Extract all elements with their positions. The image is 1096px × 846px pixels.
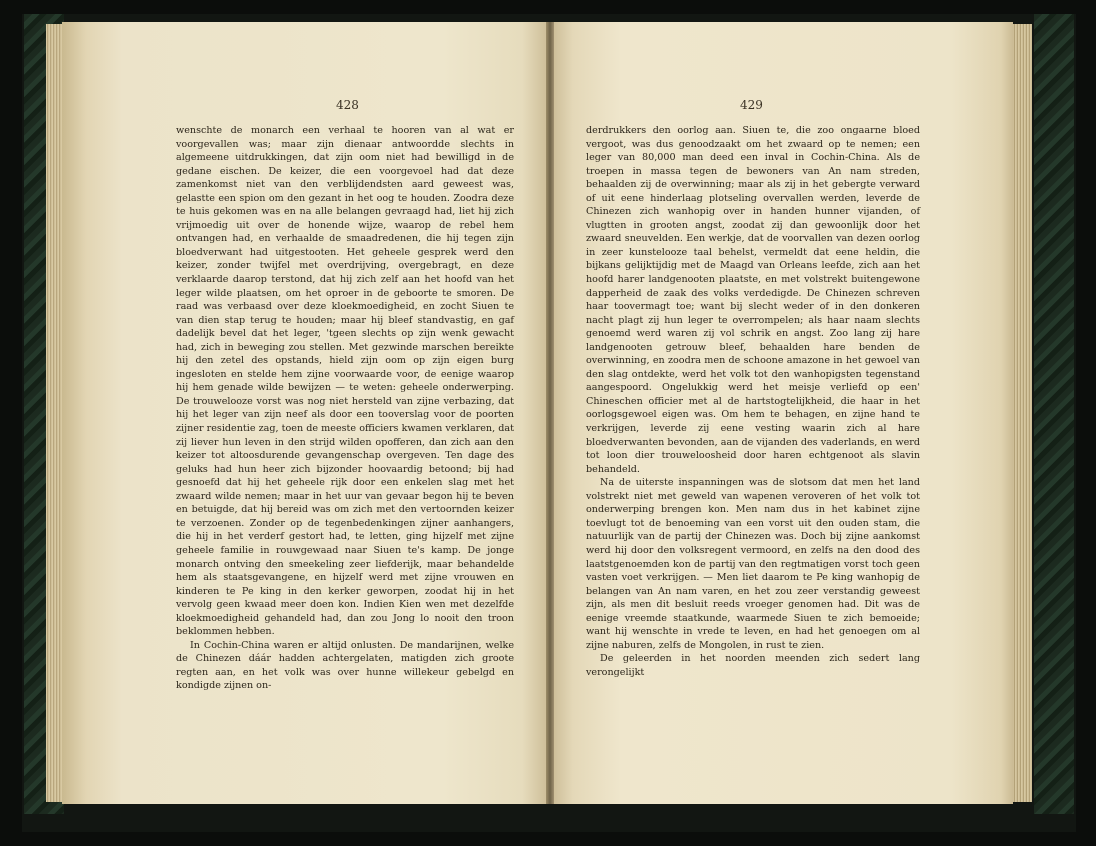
book-cover-right-edge [1034,14,1074,814]
left-paragraph-2: In Cochin-China waren er altijd onlusten. De mandarijnen, welke de Chinezen dáár hadden achtergelaten, matigden zich groote regten aan, en het volk was over hunne willekeur gebelgd en kondigde zijnen on- [176,639,514,692]
right-page-number: 429 [740,98,763,112]
book-gutter [546,22,554,804]
right-paragraph-1: derdrukkers den oorlog aan. Siuen te, die zoo ongaarne bloed vergoot, was dus genoodzaakt om het zwaard op te nemen; een leger van 80,000 man deed een inval in Cochin-China. Als de troepen in massa tegen de bewoners van An nam streden, behaalden zij de overwinning; maar als zij in het gebergte verward of uit eene hinderlaag plotseling overvallen werden, leverde de Chinezen zich wanhopig over in handen hunner vijanden, of vlugtten in grooten angst, zoodat zij dan gewoonlijk door het zwaard sneuvelden. Een werkje, dat de voorvallen van dezen oorlog in zeer kunstelooze taal behelst, vermeldt dat eene heldin, die bijkans gelijktijdig met de Maagd van Orleans leefde, zich aan het hoofd harer landgenooten plaatste, en met volstrekt buitengewone dapperheid de zaak des volks verdedigde. De Chinezen schreven haar toovermagt toe; want bij slecht weder of in den donkeren nacht plagt zij hun leger te overrompelen; als haar naam slechts genoemd werd waren zij vol schrik en angst. Zoo lang zij hare landgenooten getrouw bleef, behaalden hare benden de overwinning, en zoodra men de schoone amazone in het gewoel van den slag ontdekte, werd het volk tot den wanhopigsten tegenstand aangespoord. Ongelukkig werd het meisje verliefd op een' Chineschen officier met al de hartstogtelijkheid, die haar in het oorlogsgewoel eigen was. Om hem te behagen, en zijne hand te verkrijgen, leverde zij eene vesting waarin zich al hare bloedverwanten bevonden, aan de vijanden des vaderlands, en werd tot loon dier trouweloosheid door haren echtgenoot als slavin behandeld. [586,125,920,475]
right-page-text [586,124,920,679]
left-paragraph-1: wenschte de monarch een verhaal te hooren van al wat er voorgevallen was; maar zijn dienaar antwoordde slechts in algemeene uitdrukkingen, dat zijn oom niet had bewilligd in de gedane eischen. De keizer, die een voorgevoel had dat deze zamenkomst niet van den verblijdendsten aard geweest was, gelastte een spion om den gezant in het oog te houden. Zoodra deze te huis gekomen was en na alle belangen gevraagd had, liet hij zich vrijmoedig uit over de honende wijze, waarop de rebel hem ontvangen had, en verhaalde de smaadredenen, die hij tegen zijn bloedverwant had uitgestooten. Het geheele gesprek werd den keizer, zonder twijfel met overdrijving, overgebragt, en deze verklaarde daarop terstond, dat hij zich zelf aan het hoofd van het leger wilde plaatsen, om het oproer in de geboorte te smoren. De raad was verbaasd over deze kloekmoedigheid, en zocht Siuen te van dien stap terug te houden; maar hij bleef standvastig, en gaf dadelijk bevel dat het leger, 'tgeen slechts op zijn wenk gewacht had, zich in beweging zou stellen. Met gezwinde marschen bereikte hij den zetel des opstands, hield zijn oom op zijn eigen burg ingesloten en stelde hem zijne voorwaarde voor, de eenige waarop hij hem genade wilde bewijzen — te weten: geheele onderwerping. De trouwelooze vorst was nog niet hersteld van zijne verbazing, dat hij het leger van zijn neef als door een tooverslag voor de poorten zijner residentie zag, toen de meeste officiers kwamen verklaren, dat zij liever hun leven in den strijd wilden opofferen, dan zich aan den keizer tot altoosdurende gevangenschap overgeven. Ten dage des geluks had hun heer zich bijzonder hoovaardig betoond; bij had gesnoefd dat hij het geheele rijk door een enkelen slag met het zwaard wilde nemen; maar in het uur van gevaar begon hij te beven en betuigde, dat hij bereid was om zich met den vertoornden keizer te verzoenen. Zonder op de tegenbedenkingen zijner aanhangers, die hij in het verderf gestort had, te letten, ging hijzelf met zijne geheele familie in rouwgewaad naar Siuen te's kamp. De jonge monarch ontving den smeekeling zeer liefderijk, maar behandelde hem als staatsgevangene, en hijzelf werd met zijne vrouwen en kinderen te Pe king in den kerker geworpen, zoodat hij in het vervolg geen kwaad meer doen kon. Indien Kien wen met dezelfde kloekmoedigheid gehandeld had, dan zou Jong lo nooit den troon beklommen hebben. [176,125,514,638]
left-page-text [176,124,514,693]
right-paragraph-2: Na de uiterste inspanningen was de slotsom dat men het land volstrekt niet met geweld van wapenen veroveren of het volk tot onderwerping brengen kon. Men nam dus in het kabinet zijne toevlugt tot de benoeming van een vorst uit den ouden stam, die natuurlijk van de partij der Chinezen was. Doch bij zijne aankomst werd hij door den volksregent vermoord, en zelfs na den dood des laatstgenoemden kon de partij van den regtmatigen vorst toch geen vasten voet verkrijgen. — Men liet daarom te Pe king wanhopig de belangen van An nam varen, en het zou zeer verstandig geweest zijn, als men dit besluit reeds vroeger genomen had. Dit was de eenige vreemde staatkunde, waarmede Siuen te zich bemoeide; want hij wenschte in vrede te leven, en had het genoegen om al zijne naburen, zelfs de Mongolen, in rust te zien. [586,477,920,651]
left-page-number: 428 [336,98,359,112]
right-paragraph-3: De geleerden in het noorden meenden zich sedert lang verongelijkt [586,653,920,678]
page-stack-right [1010,24,1032,802]
